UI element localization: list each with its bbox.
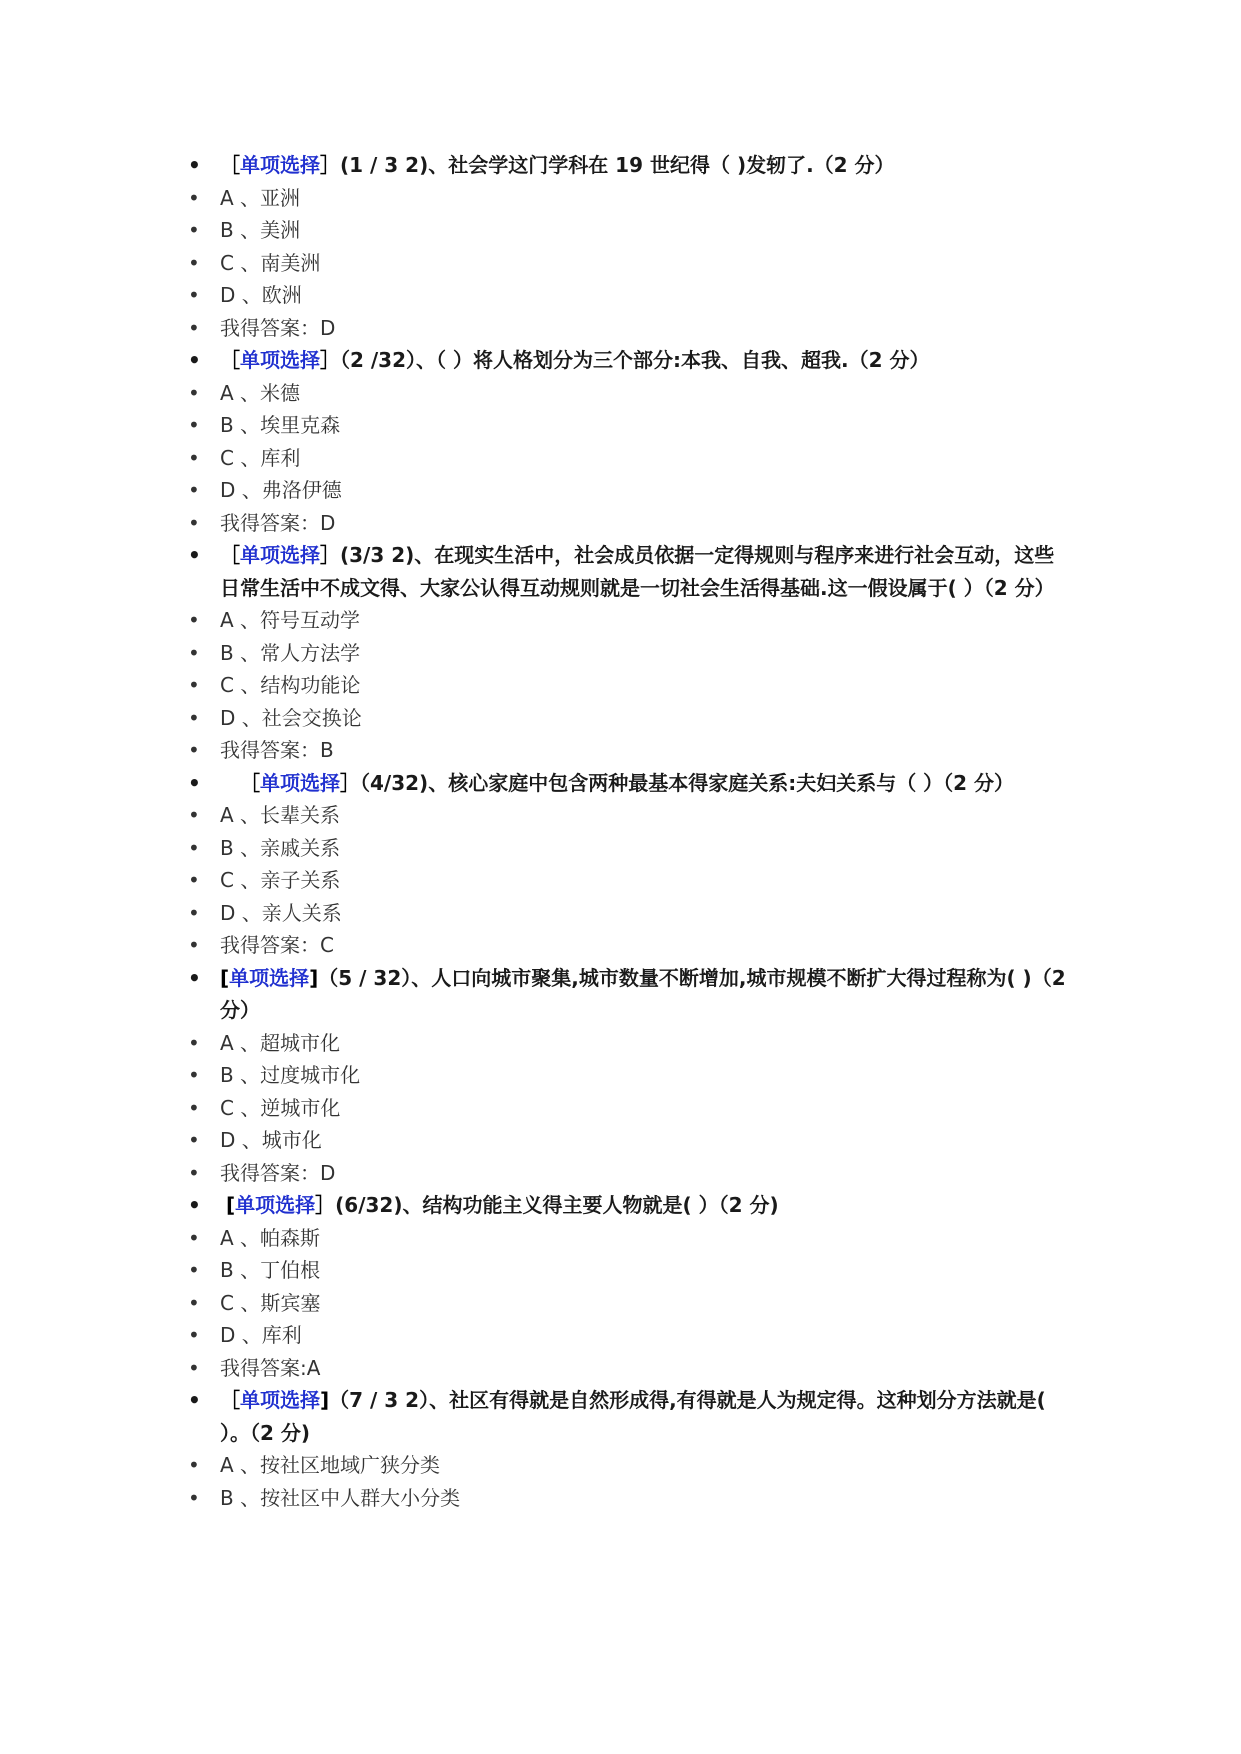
option-a: • A 、超城市化 bbox=[188, 1027, 1068, 1060]
my-answer: • 我得答案：B bbox=[188, 734, 1068, 767]
question-5 bbox=[188, 962, 1068, 1027]
my-answer: • 我得答案：D bbox=[188, 1157, 1068, 1190]
type-label: 单项选择 bbox=[229, 965, 310, 990]
question-7 bbox=[188, 1384, 1068, 1449]
question-type-tag: ［单项选择］ bbox=[220, 153, 340, 177]
question-type-tag: ［单项选择］ bbox=[220, 348, 340, 372]
option-c: • C 、亲子关系 bbox=[188, 864, 1068, 897]
question-type-tag: [单项选择] bbox=[220, 965, 319, 990]
question-4 bbox=[188, 767, 1068, 800]
question-text: (3/3 2)、在现实生活中，社会成员依据一定得规则与程序来进行社会互动，这些日常生活中不成文得、大家公认得互动规则就是一切社会生活得基础.这一假设属于( ）（2 分） bbox=[220, 543, 1055, 600]
option-c: • C 、南美洲 bbox=[188, 247, 1068, 280]
option-d: • D 、库利 bbox=[188, 1319, 1068, 1352]
option-c: • C 、斯宾塞 bbox=[188, 1287, 1068, 1320]
option-d: • D 、弗洛伊德 bbox=[188, 474, 1068, 507]
option-b: • B 、按社区中人群大小分类 bbox=[188, 1482, 1068, 1515]
option-d: • D 、社会交换论 bbox=[188, 702, 1068, 735]
option-c: • C 、结构功能论 bbox=[188, 669, 1068, 702]
question-text: (1 / 3 2)、社会学这门学科在 19 世纪得（ )发轫了.（2 分） bbox=[340, 153, 895, 177]
option-b: • B 、埃里克森 bbox=[188, 409, 1068, 442]
option-b: • B 、常人方法学 bbox=[188, 637, 1068, 670]
question-text: （2 /32）、（ ）将人格划分为三个部分:本我、自我、超我.（2 分） bbox=[340, 348, 930, 372]
question-list bbox=[188, 149, 1068, 1514]
question-type-tag: [单项选择］ bbox=[226, 1193, 336, 1217]
my-answer: • 我得答案:A bbox=[188, 1352, 1068, 1385]
question-text: （7 / 3 2）、社区有得就是自然形成得,有得就是人为规定得。这种划分方法就是( ）。（2 分) bbox=[220, 1388, 1046, 1445]
question-3 bbox=[188, 539, 1068, 604]
option-a: • A 、米德 bbox=[188, 377, 1068, 410]
question-2 bbox=[188, 344, 1068, 377]
type-label: 单项选择 bbox=[240, 153, 320, 177]
option-a: • A 、长辈关系 bbox=[188, 799, 1068, 832]
question-type-tag: ［单项选择］ bbox=[220, 543, 340, 567]
type-label: 单项选择 bbox=[235, 1193, 316, 1217]
option-b: • B 、过度城市化 bbox=[188, 1059, 1068, 1092]
option-b: • B 、丁伯根 bbox=[188, 1254, 1068, 1287]
question-text: （4/32)、核心家庭中包含两种最基本得家庭关系:夫妇关系与（ ）（2 分） bbox=[360, 770, 1015, 795]
question-6 bbox=[188, 1189, 1068, 1222]
my-answer: • 我得答案：D bbox=[188, 312, 1068, 345]
option-c: • C 、库利 bbox=[188, 442, 1068, 475]
option-b: • B 、亲戚关系 bbox=[188, 832, 1068, 865]
option-d: • D 、亲人关系 bbox=[188, 897, 1068, 930]
option-a: • A 、亚洲 bbox=[188, 182, 1068, 215]
option-a: • A 、符号互动学 bbox=[188, 604, 1068, 637]
option-b: • B 、美洲 bbox=[188, 214, 1068, 247]
my-answer: • 我得答案：C bbox=[188, 929, 1068, 962]
question-text: （5 / 32）、人口向城市聚集,城市数量不断增加,城市规模不断扩大得过程称为( )（2 分） bbox=[220, 965, 1066, 1022]
option-c: • C 、逆城市化 bbox=[188, 1092, 1068, 1125]
option-d: • D 、欧洲 bbox=[188, 279, 1068, 312]
option-a: • A 、按社区地域广狭分类 bbox=[188, 1449, 1068, 1482]
question-type-tag: ［单项选择］ bbox=[240, 770, 360, 795]
question-type-tag: ［单项选择] bbox=[220, 1388, 330, 1412]
my-answer: • 我得答案：D bbox=[188, 507, 1068, 540]
question-1 bbox=[188, 149, 1068, 182]
option-a: • A 、帕森斯 bbox=[188, 1222, 1068, 1255]
question-text: (6/32)、结构功能主义得主要人物就是( ）（2 分) bbox=[335, 1193, 779, 1217]
type-label: 单项选择 bbox=[240, 1388, 320, 1412]
type-label: 单项选择 bbox=[240, 543, 320, 567]
type-label: 单项选择 bbox=[240, 348, 320, 372]
option-d: • D 、城市化 bbox=[188, 1124, 1068, 1157]
type-label: 单项选择 bbox=[260, 770, 340, 795]
